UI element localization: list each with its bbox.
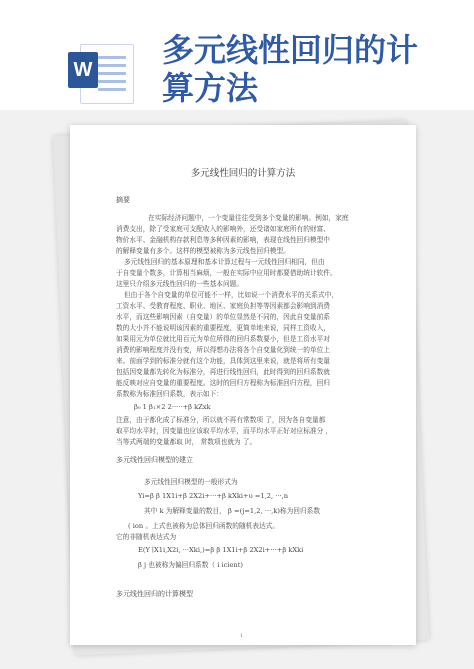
body-line: 来。前面学到的标准分就有这个功能，具体到这里来说，就是将所有变量: [116, 357, 330, 365]
banner-title-line-2: 算方法: [162, 69, 259, 107]
body-line: 包括因变量都先转化为标准分，再进行线性回归，此时得到的回归系数就: [116, 368, 330, 376]
body-line: 多元线性回归的基本原理和基本计算过程与一元线性回归相同，但由: [124, 258, 325, 266]
document-title: 多元线性回归的计算方法: [190, 168, 296, 179]
text-line-decoration: [98, 88, 126, 91]
model-line: β j 也被称为偏回归系数（ i icient): [138, 561, 244, 569]
body-line: 消费支出，除了受家庭可支配收入的影响外，还受诸如家庭所有的财富、: [116, 225, 330, 233]
model-equation: E(Y ∣X1i,X2i, ···Xki,)=β β 1X1i+β 2X2i+···+β kXki: [138, 546, 304, 554]
body-line: 水平，而这些影响因素（自变量）的单位显然是不同的，因此自变量前系: [116, 313, 330, 321]
body-line: 的解释变量有多个。这样的模型被称为多元线性回归模型。: [116, 247, 290, 255]
note-line: 注意，由于都化成了标准分，所以就不再有常数项 了，因为各自变量都: [116, 416, 326, 424]
body-line: 数的大小并不能说明该因素的重要程度，更简单地来说，同样工资收入，: [116, 324, 330, 332]
word-logo-icon: [68, 40, 134, 104]
standard-regression-formula: β₀ 1 β₁×2 2·····+β kZxk: [134, 403, 211, 411]
note-line: 取平均水平时，因变量也应该取平均水平，而平均水平正好对应标准分 ，: [116, 427, 333, 435]
model-line: 它的非随机表达式为: [116, 533, 177, 541]
body-line: 这里只介绍多元线性回归的一些基本问题。: [116, 280, 244, 288]
abstract-heading: 摘要: [116, 196, 130, 204]
body-line: 系数称为标准回归系数，表示如下：: [116, 390, 223, 398]
model-line: ( ion 。上式也被称为总体回归函数的随机表达式。: [128, 522, 280, 530]
body-line: 在实际经济问题中，一个变量往往受到多个变量的影响。例如，家庭: [148, 214, 349, 222]
model-line: 其中 k 为解释变量的数目， β =(j=1,2, ···,k)称为回归系数: [144, 507, 321, 515]
body-line: 工资水平、受教育程度、职业、地区、家庭负担等等因素都会影响到消费: [116, 302, 330, 310]
body-line: 能反映对应自变量的重要程度。这时的回归方程称为标准回归方程，回归: [116, 379, 330, 387]
text-line-decoration: [98, 72, 126, 75]
section-heading-computation: 多元线性回归的计算模型: [116, 590, 193, 598]
body-line: 物价水平、金融机构存款利息等多种因素的影响，表现在线性回归模型中: [116, 236, 330, 244]
text-line-decoration: [98, 64, 126, 67]
body-line: 消费的影响程度并没有变，所以得想办法将各个自变量化到统一的单位上: [116, 346, 330, 354]
text-line-decoration: [98, 56, 126, 59]
section-heading-model: 多元线性回归模型的建立: [116, 456, 193, 464]
banner: [0, 0, 474, 110]
body-line: 于自变量个数多，计算相当麻烦，一般在实际中应用时都要借助统计软件。: [116, 269, 337, 277]
model-line: 多元线性回归模型的一般形式为: [144, 478, 238, 486]
body-line: 但由于各个自变量的单位可能不一样，比如说一个消费水平的关系式中，: [124, 291, 338, 299]
document-page: [70, 125, 416, 645]
note-line: 当等式两端的变量都取 时， 常数项也就为 了。: [116, 438, 257, 446]
page-number: 1: [240, 633, 244, 639]
banner-title-line-1: 多元线性回归的计: [162, 31, 419, 69]
body-line: 如果用元为单位就比用百元为单位所得的回归系数要小，但是工资水平对: [116, 335, 330, 343]
text-line-decoration: [98, 80, 126, 83]
model-equation: Yi=β β 1X1i+β 2X2i+···+β kXki+υ =1,2, ···,n: [138, 492, 289, 500]
word-letter: W: [73, 59, 93, 81]
